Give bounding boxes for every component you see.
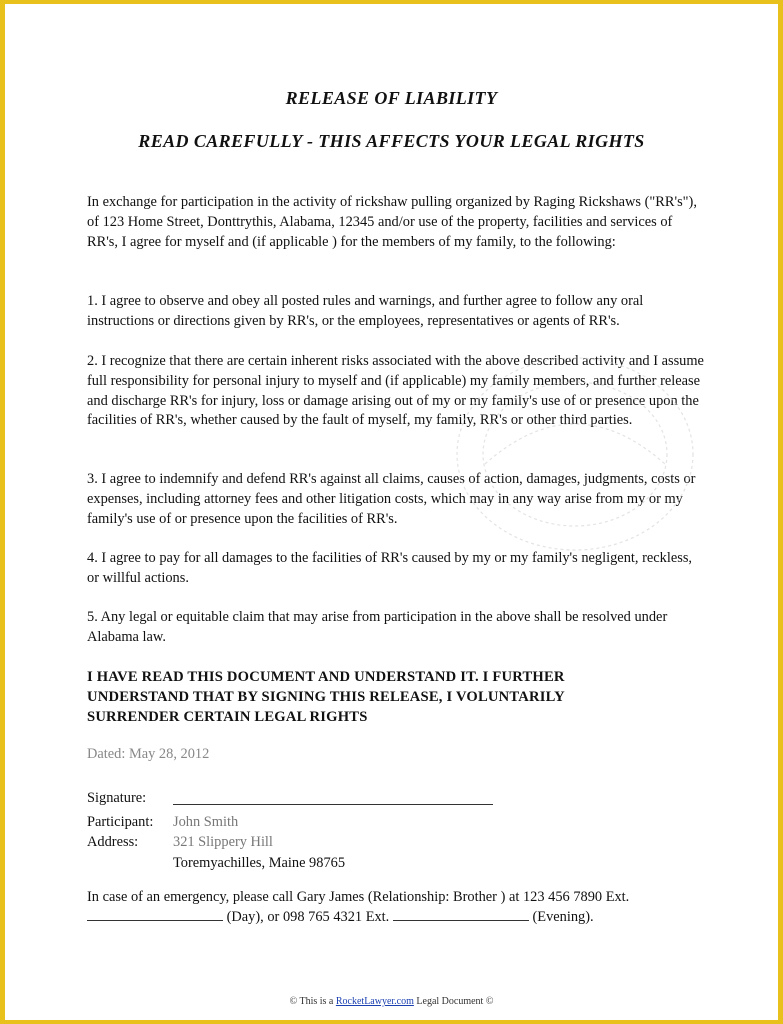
participant-label: Participant:: [87, 813, 154, 830]
signature-row: [87, 788, 493, 812]
clause-4: 4. I agree to pay for all damages to the facilities of RR's caused by my or my family's negligent, reckless, or willful actions.: [87, 550, 693, 586]
address-label: Address:: [87, 834, 139, 850]
footer-prefix: © This is a: [289, 996, 334, 1007]
dated-line: Dated: May 28, 2012: [87, 746, 210, 762]
intro-paragraph: In exchange for participation in the activity of rickshaw pulling organized by Raging Rickshaws ("RR's"), of 123 Home Street, Donttrythis, Alabama, 12345 and/or use of the property, facilities and services of RR's, I agree for myself and (if applicable ) for the members of my family, to the following:: [87, 194, 697, 250]
footer-link[interactable]: RocketLawyer.com: [335, 996, 414, 1007]
participant-row: [87, 812, 493, 833]
document-title: RELEASE OF LIABILITY: [285, 88, 498, 108]
emergency-contact: [87, 888, 707, 928]
clause-1: 1. I agree to observe and obey all posted rules and warnings, and further agree to follow any oral instructions or directions given by RR's, or the employees, representatives or agents of RR's.: [87, 293, 644, 329]
emergency-text: In case of an emergency, please call Gary James (Relationship: Brother ) at 123 456 7890 Ext.: [87, 889, 630, 905]
signature-label: Signature:: [87, 790, 147, 806]
day-extension-blank[interactable]: [87, 908, 223, 921]
address-row-2: [87, 853, 493, 874]
participant-name: John Smith: [173, 813, 239, 830]
footer-suffix: Legal Document ©: [416, 996, 494, 1007]
document-footer: [5, 996, 778, 1007]
signature-block: [87, 788, 493, 873]
address-line-1: 321 Slippery Hill: [173, 834, 273, 850]
signature-line[interactable]: [173, 788, 493, 812]
clause-2: 2. I recognize that there are certain inherent risks associated with the above described activity and I assume full responsibility for personal injury to myself and (if applicable) my family members, and further release and discharge RR's for injury, loss or damage arising out of my or my family's use of or presence upon the facilities of RR's, whether caused by the fault of myself, my family, RR's or other third parties.: [87, 353, 704, 429]
clause-3: 3. I agree to indemnify and defend RR's against all claims, causes of action, damages, judgments, costs or expenses, including attorney fees and other litigation costs, which may in any way arise from my or my family's use of or presence upon the facilities of RR's.: [87, 471, 696, 527]
day-extension-text: (Day), or 098 765 4321 Ext.: [226, 908, 390, 925]
clause-5: 5. Any legal or equitable claim that may arise from participation in the above shall be resolved under Alabama law.: [87, 609, 668, 645]
document-page: [5, 4, 778, 1020]
evening-extension-blank[interactable]: [393, 908, 529, 921]
evening-extension-text: (Evening).: [532, 908, 594, 925]
document-subtitle: READ CAREFULLY - THIS AFFECTS YOUR LEGAL RIGHTS: [138, 131, 645, 151]
address-row: [87, 832, 493, 853]
address-line-2: Toremyachilles, Maine 98765: [173, 854, 346, 871]
acknowledgement-statement: I HAVE READ THIS DOCUMENT AND UNDERSTAND IT. I FURTHER UNDERSTAND THAT BY SIGNING THIS RELEASE, I VOLUNTARILY SURRENDER CERTAIN LEGAL RIGHTS: [87, 669, 565, 725]
